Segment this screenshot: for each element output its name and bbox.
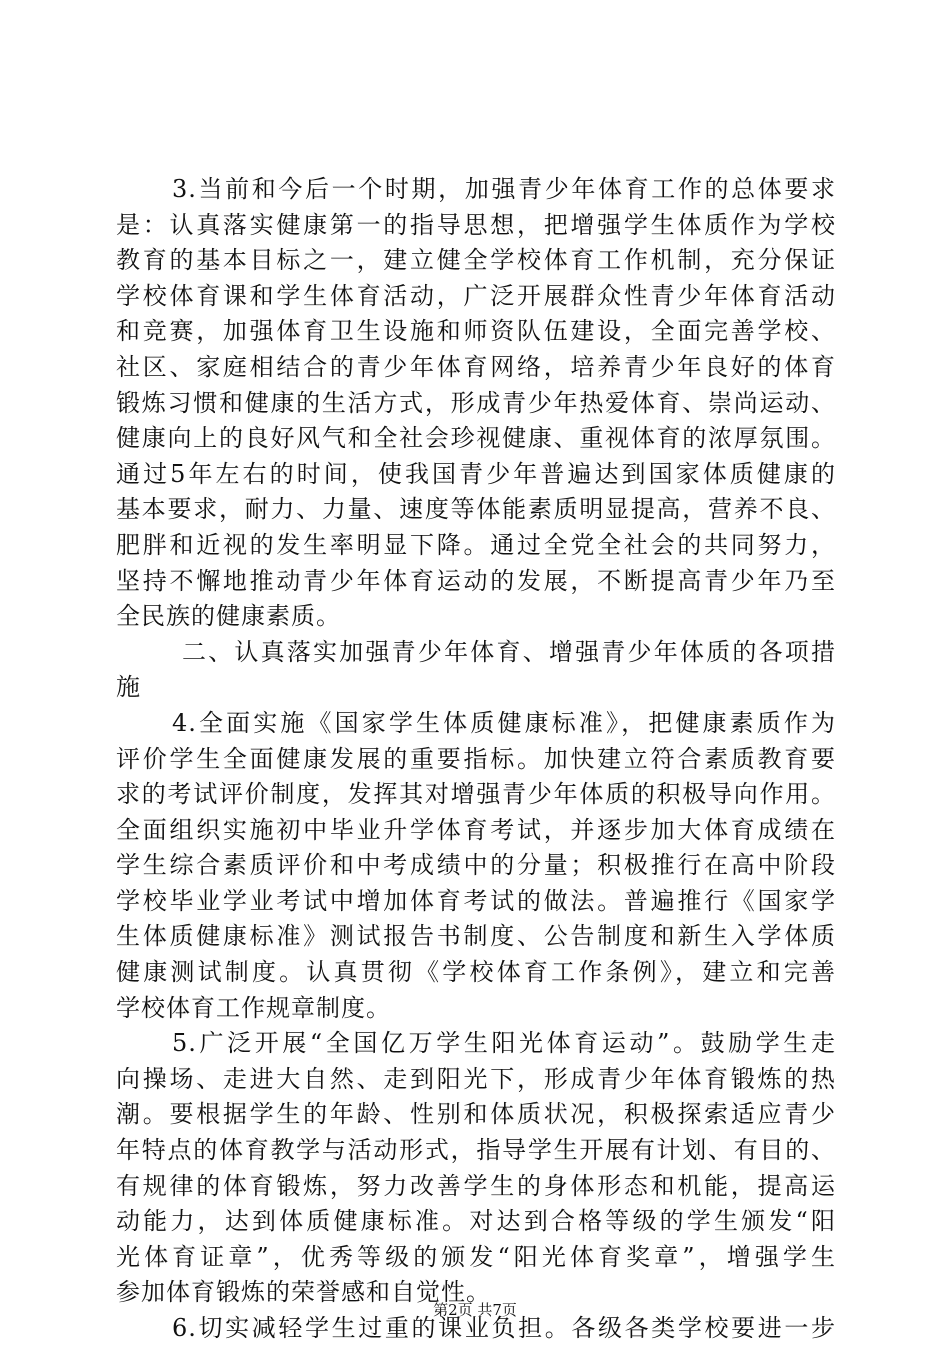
document-body	[116, 172, 836, 1347]
paragraph-4-line-8: 健康测试制度。认真贯彻《学校体育工作条例》，建立和完善	[116, 958, 836, 987]
paragraph-4-line-2: 评价学生全面健康发展的重要指标。加快建立符合素质教育要	[116, 744, 836, 773]
paragraph-5-line-6: 动能力，达到体质健康标准。对达到合格等级的学生颁发“阳	[116, 1207, 836, 1236]
paragraph-5-line-8: 参加体育锻炼的荣誉感和自觉性。	[116, 1278, 491, 1307]
paragraph-3-line-10: 基本要求，耐力、力量、速度等体能素质明显提高，营养不良、	[116, 495, 836, 524]
paragraph-3-line-7: 锻炼习惯和健康的生活方式，形成青少年热爱体育、崇尚运动、	[116, 388, 836, 417]
paragraph-4-line-3: 求的考试评价制度，发挥其对增强青少年体质的积极导向作用。	[116, 780, 836, 809]
paragraph-5-line-4: 年特点的体育教学与活动形式，指导学生开展有计划、有目的、	[116, 1136, 836, 1165]
paragraph-3-line-4: 学校体育课和学生体育活动，广泛开展群众性青少年体育活动	[116, 281, 836, 310]
paragraph-6-line-1: 6.切实减轻学生过重的课业负担。各级各类学校要进一步	[172, 1314, 836, 1342]
page-number-footer: 第2页 共7页	[433, 1301, 517, 1319]
paragraph-4-line-7: 生体质健康标准》测试报告书制度、公告制度和新生入学体质	[116, 922, 836, 951]
paragraph-3-line-8: 健康向上的良好风气和全社会珍视健康、重视体育的浓厚氛围。	[116, 424, 836, 453]
paragraph-4-line-9: 学校体育工作规章制度。	[116, 993, 391, 1022]
paragraph-5-line-3: 潮。要根据学生的年龄、性别和体质状况，积极探索适应青少	[116, 1100, 836, 1129]
section-heading-line-2: 施	[116, 673, 141, 702]
section-heading-line-1: 二、认真落实加强青少年体育、增强青少年体质的各项措	[182, 637, 836, 666]
paragraph-5-line-5: 有规律的体育锻炼，努力改善学生的身体形态和机能，提高运	[116, 1171, 836, 1200]
paragraph-3-line-6: 社区、家庭相结合的青少年体育网络，培养青少年良好的体育	[116, 352, 836, 381]
paragraph-4-line-4: 全面组织实施初中毕业升学体育考试，并逐步加大体育成绩在	[116, 815, 836, 844]
paragraph-3-line-13: 全民族的健康素质。	[116, 602, 341, 631]
paragraph-3-line-2: 是：认真落实健康第一的指导思想，把增强学生体质作为学校	[116, 210, 836, 239]
paragraph-3-line-5: 和竞赛，加强体育卫生设施和师资队伍建设，全面完善学校、	[116, 317, 836, 346]
paragraph-3-line-12: 坚持不懈地推动青少年体育运动的发展，不断提高青少年乃至	[116, 566, 836, 595]
paragraph-3-line-1: 3.当前和今后一个时期，加强青少年体育工作的总体要求	[172, 175, 836, 203]
paragraph-3-line-11: 肥胖和近视的发生率明显下降。通过全党全社会的共同努力，	[116, 530, 836, 559]
paragraph-5-line-2: 向操场、走进大自然、走到阳光下，形成青少年体育锻炼的热	[116, 1064, 836, 1093]
paragraph-5-line-7: 光体育证章”，优秀等级的颁发“阳光体育奖章”，增强学生	[116, 1242, 836, 1271]
paragraph-4-line-6: 学校毕业学业考试中增加体育考试的做法。普遍推行《国家学	[116, 886, 836, 915]
paragraph-4-line-5: 学生综合素质评价和中考成绩中的分量；积极推行在高中阶段	[116, 851, 836, 880]
paragraph-4-line-1: 4.全面实施《国家学生体质健康标准》，把健康素质作为	[172, 708, 836, 737]
paragraph-3-line-3: 教育的基本目标之一，建立健全学校体育工作机制，充分保证	[116, 246, 836, 275]
paragraph-5-line-1: 5.广泛开展“全国亿万学生阳光体育运动”。鼓励学生走	[172, 1029, 836, 1058]
paragraph-3-line-9: 通过5年左右的时间，使我国青少年普遍达到国家体质健康的	[116, 459, 836, 488]
